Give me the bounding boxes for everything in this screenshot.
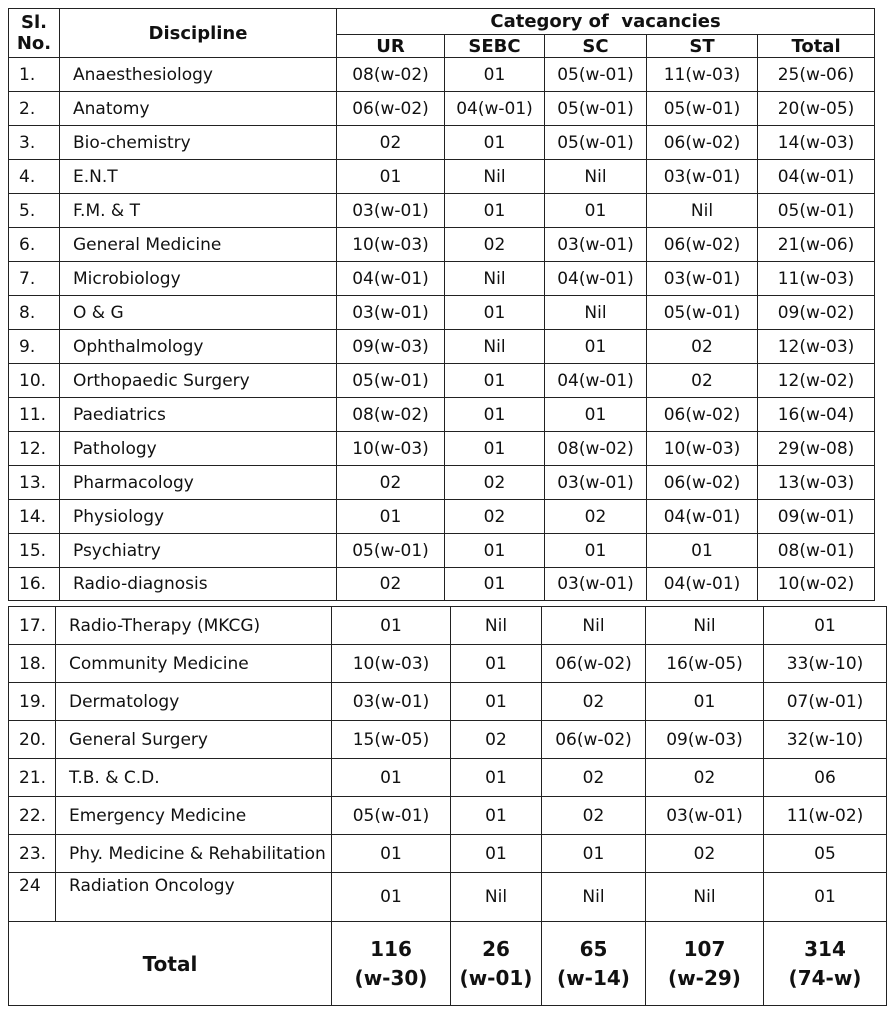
ur-vacancies: 08(w-02) bbox=[337, 58, 445, 92]
sebc-vacancies: 04(w-01) bbox=[445, 92, 545, 126]
total-vacancies: 14(w-03) bbox=[758, 126, 875, 160]
table-row bbox=[9, 262, 875, 296]
ur-vacancies: 10(w-03) bbox=[337, 432, 445, 466]
sc-vacancies: 02 bbox=[545, 500, 647, 534]
header-sc: SC bbox=[545, 35, 647, 58]
sc-vacancies: 05(w-01) bbox=[545, 126, 647, 160]
total-vacancies: 32(w-10) bbox=[764, 721, 887, 759]
table-row bbox=[9, 466, 875, 500]
total-vacancies: 29(w-08) bbox=[758, 432, 875, 466]
discipline-name: Emergency Medicine bbox=[56, 797, 332, 835]
table-row bbox=[9, 797, 887, 835]
sebc-vacancies: 01 bbox=[451, 797, 542, 835]
table-row bbox=[9, 330, 875, 364]
discipline-name: Anaesthesiology bbox=[60, 58, 337, 92]
table-row bbox=[9, 92, 875, 126]
sebc-vacancies: Nil bbox=[445, 160, 545, 194]
total-vacancies: 12(w-03) bbox=[758, 330, 875, 364]
sebc-vacancies: Nil bbox=[445, 330, 545, 364]
total-vacancies: 08(w-01) bbox=[758, 534, 875, 568]
sc-vacancies: 01 bbox=[545, 534, 647, 568]
total-vacancies: 07(w-01) bbox=[764, 683, 887, 721]
sl-no: 12. bbox=[9, 432, 60, 466]
header-sebc: SEBC bbox=[445, 35, 545, 58]
sebc-vacancies: Nil bbox=[445, 262, 545, 296]
st-vacancies: Nil bbox=[647, 194, 758, 228]
discipline-name: Radiation Oncology bbox=[56, 873, 332, 922]
total-sc: 65 (w-14) bbox=[542, 922, 646, 1006]
discipline-name: Paediatrics bbox=[60, 398, 337, 432]
total-vacancies: 13(w-03) bbox=[758, 466, 875, 500]
st-vacancies: 02 bbox=[646, 759, 764, 797]
sl-no: 9. bbox=[9, 330, 60, 364]
sl-no: 7. bbox=[9, 262, 60, 296]
st-vacancies: 02 bbox=[647, 330, 758, 364]
st-vacancies: 06(w-02) bbox=[647, 126, 758, 160]
sc-vacancies: 03(w-01) bbox=[545, 568, 647, 601]
ur-vacancies: 10(w-03) bbox=[332, 645, 451, 683]
total-vacancies: 09(w-02) bbox=[758, 296, 875, 330]
st-vacancies: 01 bbox=[647, 534, 758, 568]
sc-vacancies: 05(w-01) bbox=[545, 92, 647, 126]
total-st: 107 (w-29) bbox=[646, 922, 764, 1006]
ur-vacancies: 05(w-01) bbox=[337, 534, 445, 568]
total-all: 314 (74-w) bbox=[764, 922, 887, 1006]
discipline-name: Community Medicine bbox=[56, 645, 332, 683]
st-vacancies: 06(w-02) bbox=[647, 228, 758, 262]
st-vacancies: 11(w-03) bbox=[647, 58, 758, 92]
sl-no: 23. bbox=[9, 835, 56, 873]
table-row bbox=[9, 296, 875, 330]
sl-no: 10. bbox=[9, 364, 60, 398]
sl-no: 4. bbox=[9, 160, 60, 194]
table-row bbox=[9, 194, 875, 228]
header-st: ST bbox=[647, 35, 758, 58]
ur-vacancies: 02 bbox=[337, 126, 445, 160]
total-vacancies: 11(w-02) bbox=[764, 797, 887, 835]
ur-vacancies: 09(w-03) bbox=[337, 330, 445, 364]
sl-no: 11. bbox=[9, 398, 60, 432]
ur-vacancies: 01 bbox=[332, 835, 451, 873]
table-row bbox=[9, 759, 887, 797]
total-vacancies: 21(w-06) bbox=[758, 228, 875, 262]
st-vacancies: Nil bbox=[646, 873, 764, 922]
ur-vacancies: 01 bbox=[337, 500, 445, 534]
discipline-name: General Medicine bbox=[60, 228, 337, 262]
sc-vacancies: 01 bbox=[545, 194, 647, 228]
ur-vacancies: 06(w-02) bbox=[337, 92, 445, 126]
discipline-name: Physiology bbox=[60, 500, 337, 534]
st-vacancies: 03(w-01) bbox=[646, 797, 764, 835]
sebc-vacancies: 01 bbox=[445, 534, 545, 568]
sc-vacancies: Nil bbox=[542, 873, 646, 922]
discipline-name: F.M. & T bbox=[60, 194, 337, 228]
st-vacancies: Nil bbox=[646, 607, 764, 645]
st-vacancies: 03(w-01) bbox=[647, 262, 758, 296]
sebc-vacancies: Nil bbox=[451, 607, 542, 645]
sebc-vacancies: 01 bbox=[445, 364, 545, 398]
sl-no: 21. bbox=[9, 759, 56, 797]
sl-no: 3. bbox=[9, 126, 60, 160]
sc-vacancies: 04(w-01) bbox=[545, 262, 647, 296]
total-vacancies: 05 bbox=[764, 835, 887, 873]
ur-vacancies: 15(w-05) bbox=[332, 721, 451, 759]
discipline-name: Ophthalmology bbox=[60, 330, 337, 364]
sl-no: 5. bbox=[9, 194, 60, 228]
table-row bbox=[9, 500, 875, 534]
header-ur: UR bbox=[337, 35, 445, 58]
discipline-name: Psychiatry bbox=[60, 534, 337, 568]
sebc-vacancies: 02 bbox=[445, 500, 545, 534]
sc-vacancies: 08(w-02) bbox=[545, 432, 647, 466]
header-sl-no: Sl. No. bbox=[9, 9, 60, 58]
discipline-name: Orthopaedic Surgery bbox=[60, 364, 337, 398]
st-vacancies: 04(w-01) bbox=[647, 568, 758, 601]
discipline-name: General Surgery bbox=[56, 721, 332, 759]
st-vacancies: 05(w-01) bbox=[647, 92, 758, 126]
sl-no: 6. bbox=[9, 228, 60, 262]
ur-vacancies: 10(w-03) bbox=[337, 228, 445, 262]
totals-label: Total bbox=[9, 922, 332, 1006]
totals-row bbox=[9, 922, 887, 1006]
sl-no: 19. bbox=[9, 683, 56, 721]
table-row bbox=[9, 873, 887, 922]
header-discipline: Discipline bbox=[60, 9, 337, 58]
ur-vacancies: 01 bbox=[332, 607, 451, 645]
header-total: Total bbox=[758, 35, 875, 58]
sebc-vacancies: 01 bbox=[445, 296, 545, 330]
table-row bbox=[9, 534, 875, 568]
st-vacancies: 01 bbox=[646, 683, 764, 721]
total-vacancies: 09(w-01) bbox=[758, 500, 875, 534]
st-vacancies: 05(w-01) bbox=[647, 296, 758, 330]
sebc-vacancies: 01 bbox=[445, 58, 545, 92]
total-vacancies: 04(w-01) bbox=[758, 160, 875, 194]
discipline-name: Dermatology bbox=[56, 683, 332, 721]
total-vacancies: 33(w-10) bbox=[764, 645, 887, 683]
table-row bbox=[9, 58, 875, 92]
total-vacancies: 01 bbox=[764, 873, 887, 922]
table-row bbox=[9, 683, 887, 721]
sebc-vacancies: 01 bbox=[451, 645, 542, 683]
total-sebc: 26 (w-01) bbox=[451, 922, 542, 1006]
vacancy-table-part-2 bbox=[8, 606, 887, 1006]
sc-vacancies: 02 bbox=[542, 797, 646, 835]
sebc-vacancies: 01 bbox=[445, 568, 545, 601]
sc-vacancies: 03(w-01) bbox=[545, 228, 647, 262]
sc-vacancies: 06(w-02) bbox=[542, 721, 646, 759]
table-row bbox=[9, 398, 875, 432]
total-vacancies: 20(w-05) bbox=[758, 92, 875, 126]
st-vacancies: 06(w-02) bbox=[647, 466, 758, 500]
header-category-of-vacancies: Category of vacancies bbox=[337, 9, 875, 35]
discipline-name: Anatomy bbox=[60, 92, 337, 126]
sebc-vacancies: 02 bbox=[451, 721, 542, 759]
st-vacancies: 06(w-02) bbox=[647, 398, 758, 432]
sc-vacancies: 05(w-01) bbox=[545, 58, 647, 92]
st-vacancies: 04(w-01) bbox=[647, 500, 758, 534]
sebc-vacancies: 01 bbox=[445, 432, 545, 466]
sc-vacancies: 04(w-01) bbox=[545, 364, 647, 398]
sc-vacancies: 02 bbox=[542, 759, 646, 797]
ur-vacancies: 04(w-01) bbox=[337, 262, 445, 296]
sc-vacancies: Nil bbox=[545, 296, 647, 330]
st-vacancies: 09(w-03) bbox=[646, 721, 764, 759]
sebc-vacancies: 01 bbox=[445, 398, 545, 432]
sl-no: 2. bbox=[9, 92, 60, 126]
total-vacancies: 25(w-06) bbox=[758, 58, 875, 92]
discipline-name: T.B. & C.D. bbox=[56, 759, 332, 797]
total-vacancies: 01 bbox=[764, 607, 887, 645]
table-row bbox=[9, 364, 875, 398]
table-row bbox=[9, 835, 887, 873]
sc-vacancies: 02 bbox=[542, 683, 646, 721]
sc-vacancies: Nil bbox=[542, 607, 646, 645]
sc-vacancies: 01 bbox=[542, 835, 646, 873]
total-vacancies: 10(w-02) bbox=[758, 568, 875, 601]
sebc-vacancies: 01 bbox=[445, 126, 545, 160]
ur-vacancies: 05(w-01) bbox=[332, 797, 451, 835]
table-row bbox=[9, 645, 887, 683]
discipline-name: Radio-Therapy (MKCG) bbox=[56, 607, 332, 645]
ur-vacancies: 03(w-01) bbox=[337, 296, 445, 330]
total-ur: 116 (w-30) bbox=[332, 922, 451, 1006]
sl-no: 1. bbox=[9, 58, 60, 92]
ur-vacancies: 03(w-01) bbox=[337, 194, 445, 228]
total-vacancies: 12(w-02) bbox=[758, 364, 875, 398]
sebc-vacancies: 01 bbox=[445, 194, 545, 228]
total-vacancies: 16(w-04) bbox=[758, 398, 875, 432]
table-row bbox=[9, 721, 887, 759]
sc-vacancies: 01 bbox=[545, 330, 647, 364]
vacancy-table-part-1 bbox=[8, 8, 875, 601]
ur-vacancies: 05(w-01) bbox=[337, 364, 445, 398]
table-row bbox=[9, 228, 875, 262]
ur-vacancies: 01 bbox=[337, 160, 445, 194]
discipline-name: Phy. Medicine & Rehabilitation bbox=[56, 835, 332, 873]
sebc-vacancies: 01 bbox=[451, 835, 542, 873]
sl-no: 16. bbox=[9, 568, 60, 601]
st-vacancies: 02 bbox=[646, 835, 764, 873]
sebc-vacancies: Nil bbox=[451, 873, 542, 922]
discipline-name: Pharmacology bbox=[60, 466, 337, 500]
table-row bbox=[9, 607, 887, 645]
discipline-name: E.N.T bbox=[60, 160, 337, 194]
discipline-name: Pathology bbox=[60, 432, 337, 466]
total-vacancies: 06 bbox=[764, 759, 887, 797]
sc-vacancies: 01 bbox=[545, 398, 647, 432]
sl-no: 22. bbox=[9, 797, 56, 835]
sc-vacancies: Nil bbox=[545, 160, 647, 194]
sebc-vacancies: 02 bbox=[445, 228, 545, 262]
table-row bbox=[9, 568, 875, 601]
sl-no: 20. bbox=[9, 721, 56, 759]
ur-vacancies: 02 bbox=[337, 568, 445, 601]
st-vacancies: 10(w-03) bbox=[647, 432, 758, 466]
table-row bbox=[9, 160, 875, 194]
discipline-name: Bio-chemistry bbox=[60, 126, 337, 160]
sc-vacancies: 06(w-02) bbox=[542, 645, 646, 683]
discipline-name: Radio-diagnosis bbox=[60, 568, 337, 601]
sl-no: 13. bbox=[9, 466, 60, 500]
ur-vacancies: 08(w-02) bbox=[337, 398, 445, 432]
st-vacancies: 02 bbox=[647, 364, 758, 398]
table-row bbox=[9, 126, 875, 160]
sl-no: 14. bbox=[9, 500, 60, 534]
sl-no: 17. bbox=[9, 607, 56, 645]
table-row bbox=[9, 432, 875, 466]
sc-vacancies: 03(w-01) bbox=[545, 466, 647, 500]
ur-vacancies: 01 bbox=[332, 759, 451, 797]
ur-vacancies: 02 bbox=[337, 466, 445, 500]
sl-no: 18. bbox=[9, 645, 56, 683]
sl-no: 8. bbox=[9, 296, 60, 330]
st-vacancies: 03(w-01) bbox=[647, 160, 758, 194]
ur-vacancies: 03(w-01) bbox=[332, 683, 451, 721]
sebc-vacancies: 01 bbox=[451, 759, 542, 797]
total-vacancies: 05(w-01) bbox=[758, 194, 875, 228]
sebc-vacancies: 02 bbox=[445, 466, 545, 500]
total-vacancies: 11(w-03) bbox=[758, 262, 875, 296]
sl-no: 15. bbox=[9, 534, 60, 568]
discipline-name: O & G bbox=[60, 296, 337, 330]
st-vacancies: 16(w-05) bbox=[646, 645, 764, 683]
sebc-vacancies: 01 bbox=[451, 683, 542, 721]
ur-vacancies: 01 bbox=[332, 873, 451, 922]
discipline-name: Microbiology bbox=[60, 262, 337, 296]
sl-no: 24 bbox=[9, 873, 56, 922]
